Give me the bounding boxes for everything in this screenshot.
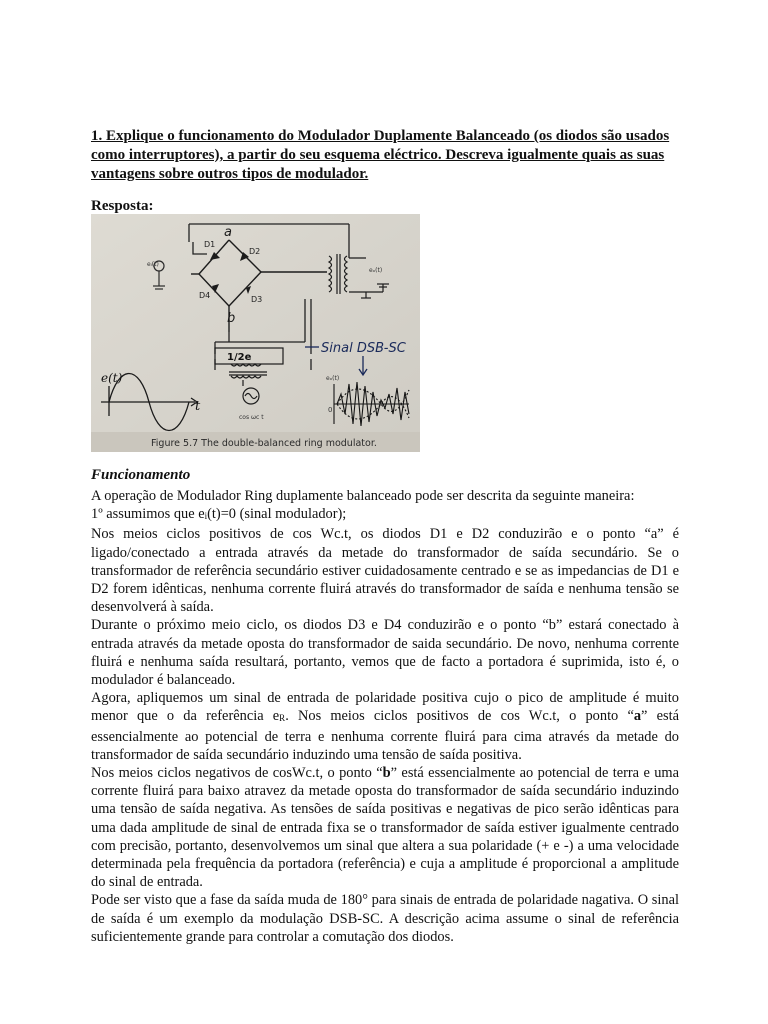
paragraph-7: Pode ser visto que a fase da saída muda de 180° para sinais de entrada de polaridade nagativa. O sinal de saída é um exemplo da modulação DSB-SC. A descrição acima assume o sinal de referência suficientemente grande para controlar a comutação dos diodos. bbox=[91, 892, 679, 945]
answer-body bbox=[91, 487, 679, 946]
output-axis-label: eₒ(t) bbox=[326, 375, 340, 382]
output-label: eₒ(t) bbox=[369, 267, 383, 274]
carrier-label: cos ωc t bbox=[239, 414, 264, 421]
paragraph-4: Durante o próximo meio ciclo, os diodos D3 e D4 conduzirão e o ponto “b” estará conectado à entrada através da metade oposta do transformador de saida secundário. De novo, nenhuma corrente fluirá e nenhuma saída resultará, portanto, vemos que de facto a portadora é suprimida, isto é, o modulador é balanceado. bbox=[91, 617, 679, 689]
time-axis-label: t bbox=[195, 399, 201, 414]
diode-d4-label: D4 bbox=[199, 291, 211, 300]
paragraph-6 bbox=[91, 764, 679, 891]
dsb-sc-label: Sinal DSB-SC bbox=[321, 341, 406, 356]
node-b-label: b bbox=[227, 311, 236, 326]
paragraph-5 bbox=[91, 689, 679, 764]
paragraph-6-part-b: ” está essencialmente ao potencial de terra e uma corrente fluirá para baixo atravez da metade oposta do transformador de saída secundário induzindo uma tensão de saída negativa. As tensões de saída positivas e negativas de pico serão idênticas para uma dada amplitude de sinal de entrada fixa se o transformador de saída estiver igualmente centrado com precisão, portanto, desenvolvemos um sinal que altera a sua polaridade (+ e -) a uma velocidade determinada pela frequência da portadora (referência) e cuja a amplitude é proporcional a amplitude do sinal de entrada. bbox=[91, 765, 680, 891]
left-source-label: eᵢ(t) bbox=[147, 261, 159, 268]
answer-label: Resposta: bbox=[91, 198, 154, 214]
paragraph-6-part-a: Nos meios ciclos negativos de cosWc.t, o ponto “ bbox=[91, 765, 383, 782]
diode-d3-label: D3 bbox=[251, 295, 263, 304]
paragraph-5-subscript: R bbox=[279, 713, 286, 724]
diode-d2-label: D2 bbox=[249, 247, 261, 256]
paragraph-2-subscript: i bbox=[204, 511, 208, 522]
paragraph-5-part-c: ” está essencialmente ao potencial de terra e nenhuma corrente fluirá para cima através da metade do transformador de saída secundário induzindo uma tensão de saída positiva. bbox=[91, 708, 679, 763]
paragraph-5-part-b: . Nos meios ciclos positivos de cos Wc.t, o ponto “ bbox=[285, 708, 634, 725]
ref-block-label: 1/2e bbox=[227, 352, 252, 363]
diode-d1-label: D1 bbox=[204, 240, 216, 249]
input-signal-label: e(t) bbox=[101, 371, 123, 385]
paragraph-6-bold-point: b bbox=[382, 765, 391, 782]
paragraph-2-prefix: 1º assumimos que e bbox=[91, 506, 205, 523]
ring-modulator-photo bbox=[91, 214, 420, 452]
node-a-label: a bbox=[224, 225, 232, 240]
paragraph-5-bold-point: a bbox=[633, 708, 642, 725]
paragraph-1: A operação de Modulador Ring duplamente balanceado pode ser descrita da seguinte maneira: bbox=[91, 488, 635, 504]
origin-label: 0 bbox=[328, 406, 333, 414]
paragraph-3: Nos meios ciclos positivos de cos Wc.t, os diodos D1 e D2 conduzirão e o ponto “a” é ligado/conectado a entrada através da metade do transformador de saída secundário. Se o transformador de referência secundário estiver cuidadosamente centrado e se as impedancias de D1 e D2 forem idênticas, nenhuma corrente fluirá através do transformador de saída e nenhuma tensão se desenvolverá à saída. bbox=[91, 526, 679, 616]
paragraph-5-part-a: Agora, apliquemos um sinal de entrada de polaridade positiva cujo o pico de amplitude é muito menor que o da referência e bbox=[91, 690, 679, 725]
paragraph-2-suffix: (t)=0 (sinal modulador); bbox=[207, 506, 347, 523]
figure-caption: Figure 5.7 The double-balanced ring modulator. bbox=[151, 438, 377, 449]
question-heading: 1. Explique o funcionamento do Modulador Duplamente Balanceado (os diodos são usados como interruptores), a partir do seu esquema eléctrico. Descreva igualmente quais as suas vantagens sobre outros tipos de modulador. bbox=[91, 128, 670, 182]
section-heading: Funcionamento bbox=[91, 467, 191, 483]
paragraph-2 bbox=[91, 505, 679, 525]
